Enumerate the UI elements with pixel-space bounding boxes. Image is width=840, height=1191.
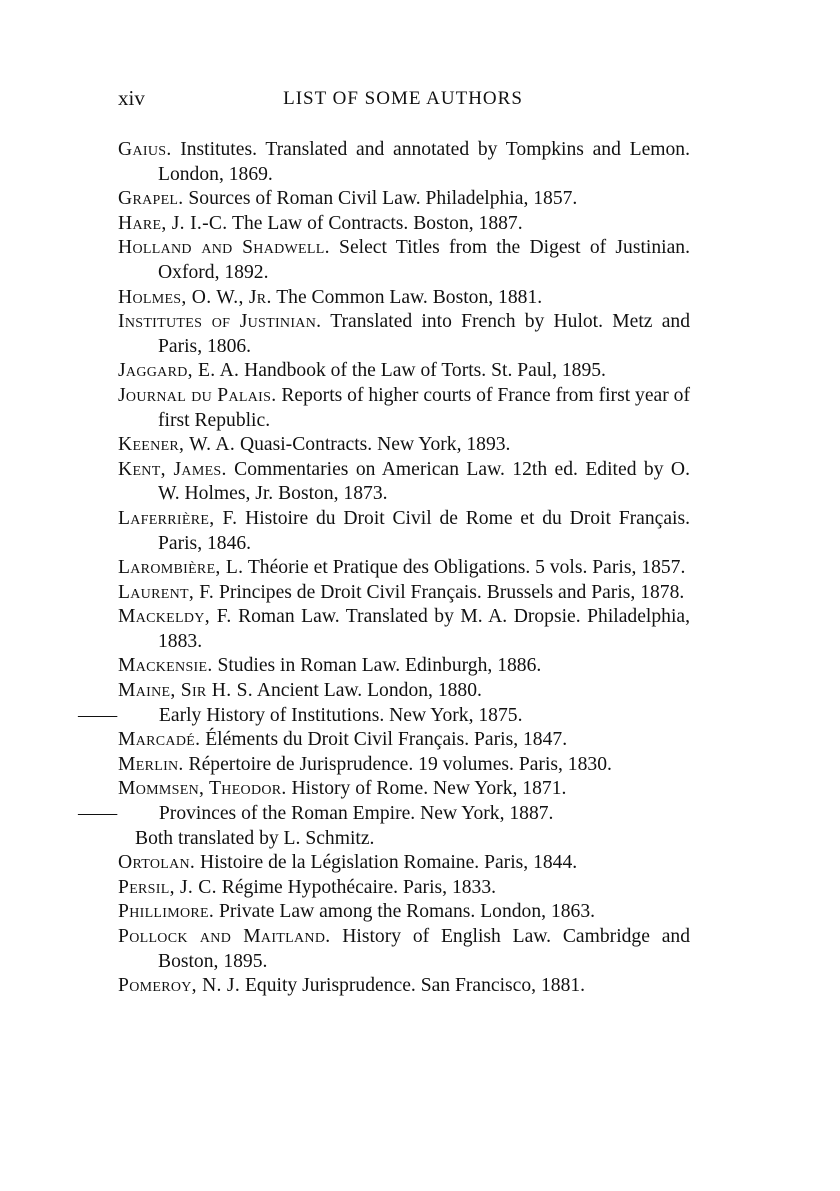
page-header bbox=[118, 86, 688, 116]
work-citation: Private Law among the Romans. London, 1863. bbox=[219, 901, 596, 923]
list-item bbox=[118, 851, 690, 876]
work-citation: Translated into French by Hulot. Metz and Paris, 1806. bbox=[158, 311, 690, 357]
list-item bbox=[118, 236, 690, 285]
work-citation: Commentaries on American Law. 12th ed. Edited by O. W. Holmes, Jr. Boston, 1873. bbox=[158, 458, 690, 505]
work-citation: Reports of higher courts of France from first year of first Republic. bbox=[158, 384, 690, 431]
work-citation: Roman Law. Translated by M. A. Dropsie. Philadelphia, 1883. bbox=[158, 606, 690, 652]
author-name: Kent, James. bbox=[118, 458, 227, 480]
author-name: Grapel. bbox=[118, 188, 184, 210]
work-citation: Provinces of the Roman Empire. New York, 1887. bbox=[158, 803, 554, 825]
work-citation: Handbook of the Law of Torts. St. Paul, 1895. bbox=[244, 360, 606, 382]
work-citation: Both translated by L. Schmitz. bbox=[135, 827, 375, 849]
list-item bbox=[78, 704, 690, 729]
list-item bbox=[118, 212, 690, 237]
author-name: Gaius. bbox=[118, 139, 172, 160]
work-citation: Ancient Law. London, 1880. bbox=[256, 680, 482, 702]
list-item bbox=[118, 876, 690, 901]
list-item bbox=[118, 679, 690, 704]
list-item bbox=[118, 384, 690, 433]
work-citation: History of Rome. New York, 1871. bbox=[291, 778, 567, 800]
work-citation: Éléments du Droit Civil Français. Paris, 1847. bbox=[205, 729, 568, 751]
work-citation: Equity Jurisprudence. San Francisco, 1881. bbox=[244, 975, 586, 997]
author-name: Journal du Palais. bbox=[118, 384, 277, 406]
list-item bbox=[78, 802, 690, 827]
list-item bbox=[118, 359, 690, 384]
list-item bbox=[118, 187, 690, 212]
list-item bbox=[118, 654, 690, 679]
list-item bbox=[118, 925, 690, 974]
list-item bbox=[118, 433, 690, 458]
list-item bbox=[118, 728, 690, 753]
author-name: Jaggard, E. A. bbox=[118, 360, 240, 382]
list-item bbox=[118, 286, 690, 311]
work-citation: Régime Hypothécaire. Paris, 1833. bbox=[221, 876, 497, 898]
work-citation: Histoire du Droit Civil de Rome et du Droit Français. Paris, 1846. bbox=[158, 507, 690, 554]
author-name: Phillimore. bbox=[118, 901, 215, 923]
author-name: Ortolan. bbox=[118, 852, 196, 874]
author-name: Pomeroy, N. J. bbox=[118, 975, 241, 997]
list-item bbox=[118, 581, 690, 606]
work-citation: Studies in Roman Law. Edinburgh, 1886. bbox=[217, 655, 542, 677]
work-citation: Early History of Institutions. New York, 1875. bbox=[158, 704, 523, 726]
list-item bbox=[118, 753, 690, 778]
author-name: Mommsen, Theodor. bbox=[118, 778, 287, 800]
ditto-dash: —— bbox=[78, 803, 118, 825]
running-title: LIST OF SOME AUTHORS bbox=[283, 88, 523, 109]
author-name: Laurent, F. bbox=[118, 581, 215, 603]
list-item bbox=[118, 777, 690, 802]
ditto-dash: —— bbox=[78, 704, 118, 726]
author-name: Pollock and Maitland. bbox=[118, 926, 331, 947]
author-name: Maine, Sir H. S. bbox=[118, 680, 253, 702]
author-name: Larombière, L. bbox=[118, 557, 244, 579]
list-note bbox=[118, 827, 690, 852]
list-item bbox=[118, 138, 690, 187]
author-name: Hare, J. I.-C. bbox=[118, 212, 228, 234]
author-name: Mackeldy, F. bbox=[118, 606, 232, 628]
author-name: Merlin. bbox=[118, 753, 184, 775]
author-name: Marcadé. bbox=[118, 729, 201, 751]
work-citation: Institutes. Translated and annotated by Tompkins and Lemon. London, 1869. bbox=[158, 139, 690, 185]
work-citation: Histoire de la Législation Romaine. Paris, 1844. bbox=[200, 852, 578, 874]
work-citation: Quasi-Contracts. New York, 1893. bbox=[239, 434, 511, 456]
author-name: Laferrière, F. bbox=[118, 507, 238, 529]
list-item bbox=[118, 974, 690, 999]
list-item bbox=[118, 900, 690, 925]
work-citation: Sources of Roman Civil Law. Philadelphia, 1857. bbox=[188, 188, 578, 210]
author-name: Mackensie. bbox=[118, 655, 213, 677]
author-name: Institutes of Justinian. bbox=[118, 311, 322, 333]
list-item bbox=[118, 605, 690, 654]
work-citation: The Law of Contracts. Boston, 1887. bbox=[232, 212, 523, 234]
work-citation: History of English Law. Cambridge and Boston, 1895. bbox=[158, 926, 691, 972]
author-name: Holland and Shadwell. bbox=[118, 237, 330, 259]
work-citation: Répertoire de Jurisprudence. 19 volumes. Paris, 1830. bbox=[188, 753, 612, 775]
author-name: Persil, J. C. bbox=[118, 876, 217, 898]
work-citation: Select Titles from the Digest of Justinian. Oxford, 1892. bbox=[158, 237, 690, 283]
work-citation: The Common Law. Boston, 1881. bbox=[276, 286, 543, 308]
work-citation: Principes de Droit Civil Français. Brussels and Paris, 1878. bbox=[218, 581, 685, 603]
list-item bbox=[118, 458, 690, 507]
list-item bbox=[118, 310, 690, 359]
author-list bbox=[78, 138, 691, 999]
author-name: Keener, W. A. bbox=[118, 434, 236, 456]
work-citation: Théorie et Pratique des Obligations. 5 vols. Paris, 1857. bbox=[247, 557, 686, 579]
list-item bbox=[118, 507, 690, 556]
list-item bbox=[118, 556, 690, 581]
page-number: xiv bbox=[118, 86, 145, 110]
author-name: Holmes, O. W., Jr. bbox=[118, 286, 272, 308]
